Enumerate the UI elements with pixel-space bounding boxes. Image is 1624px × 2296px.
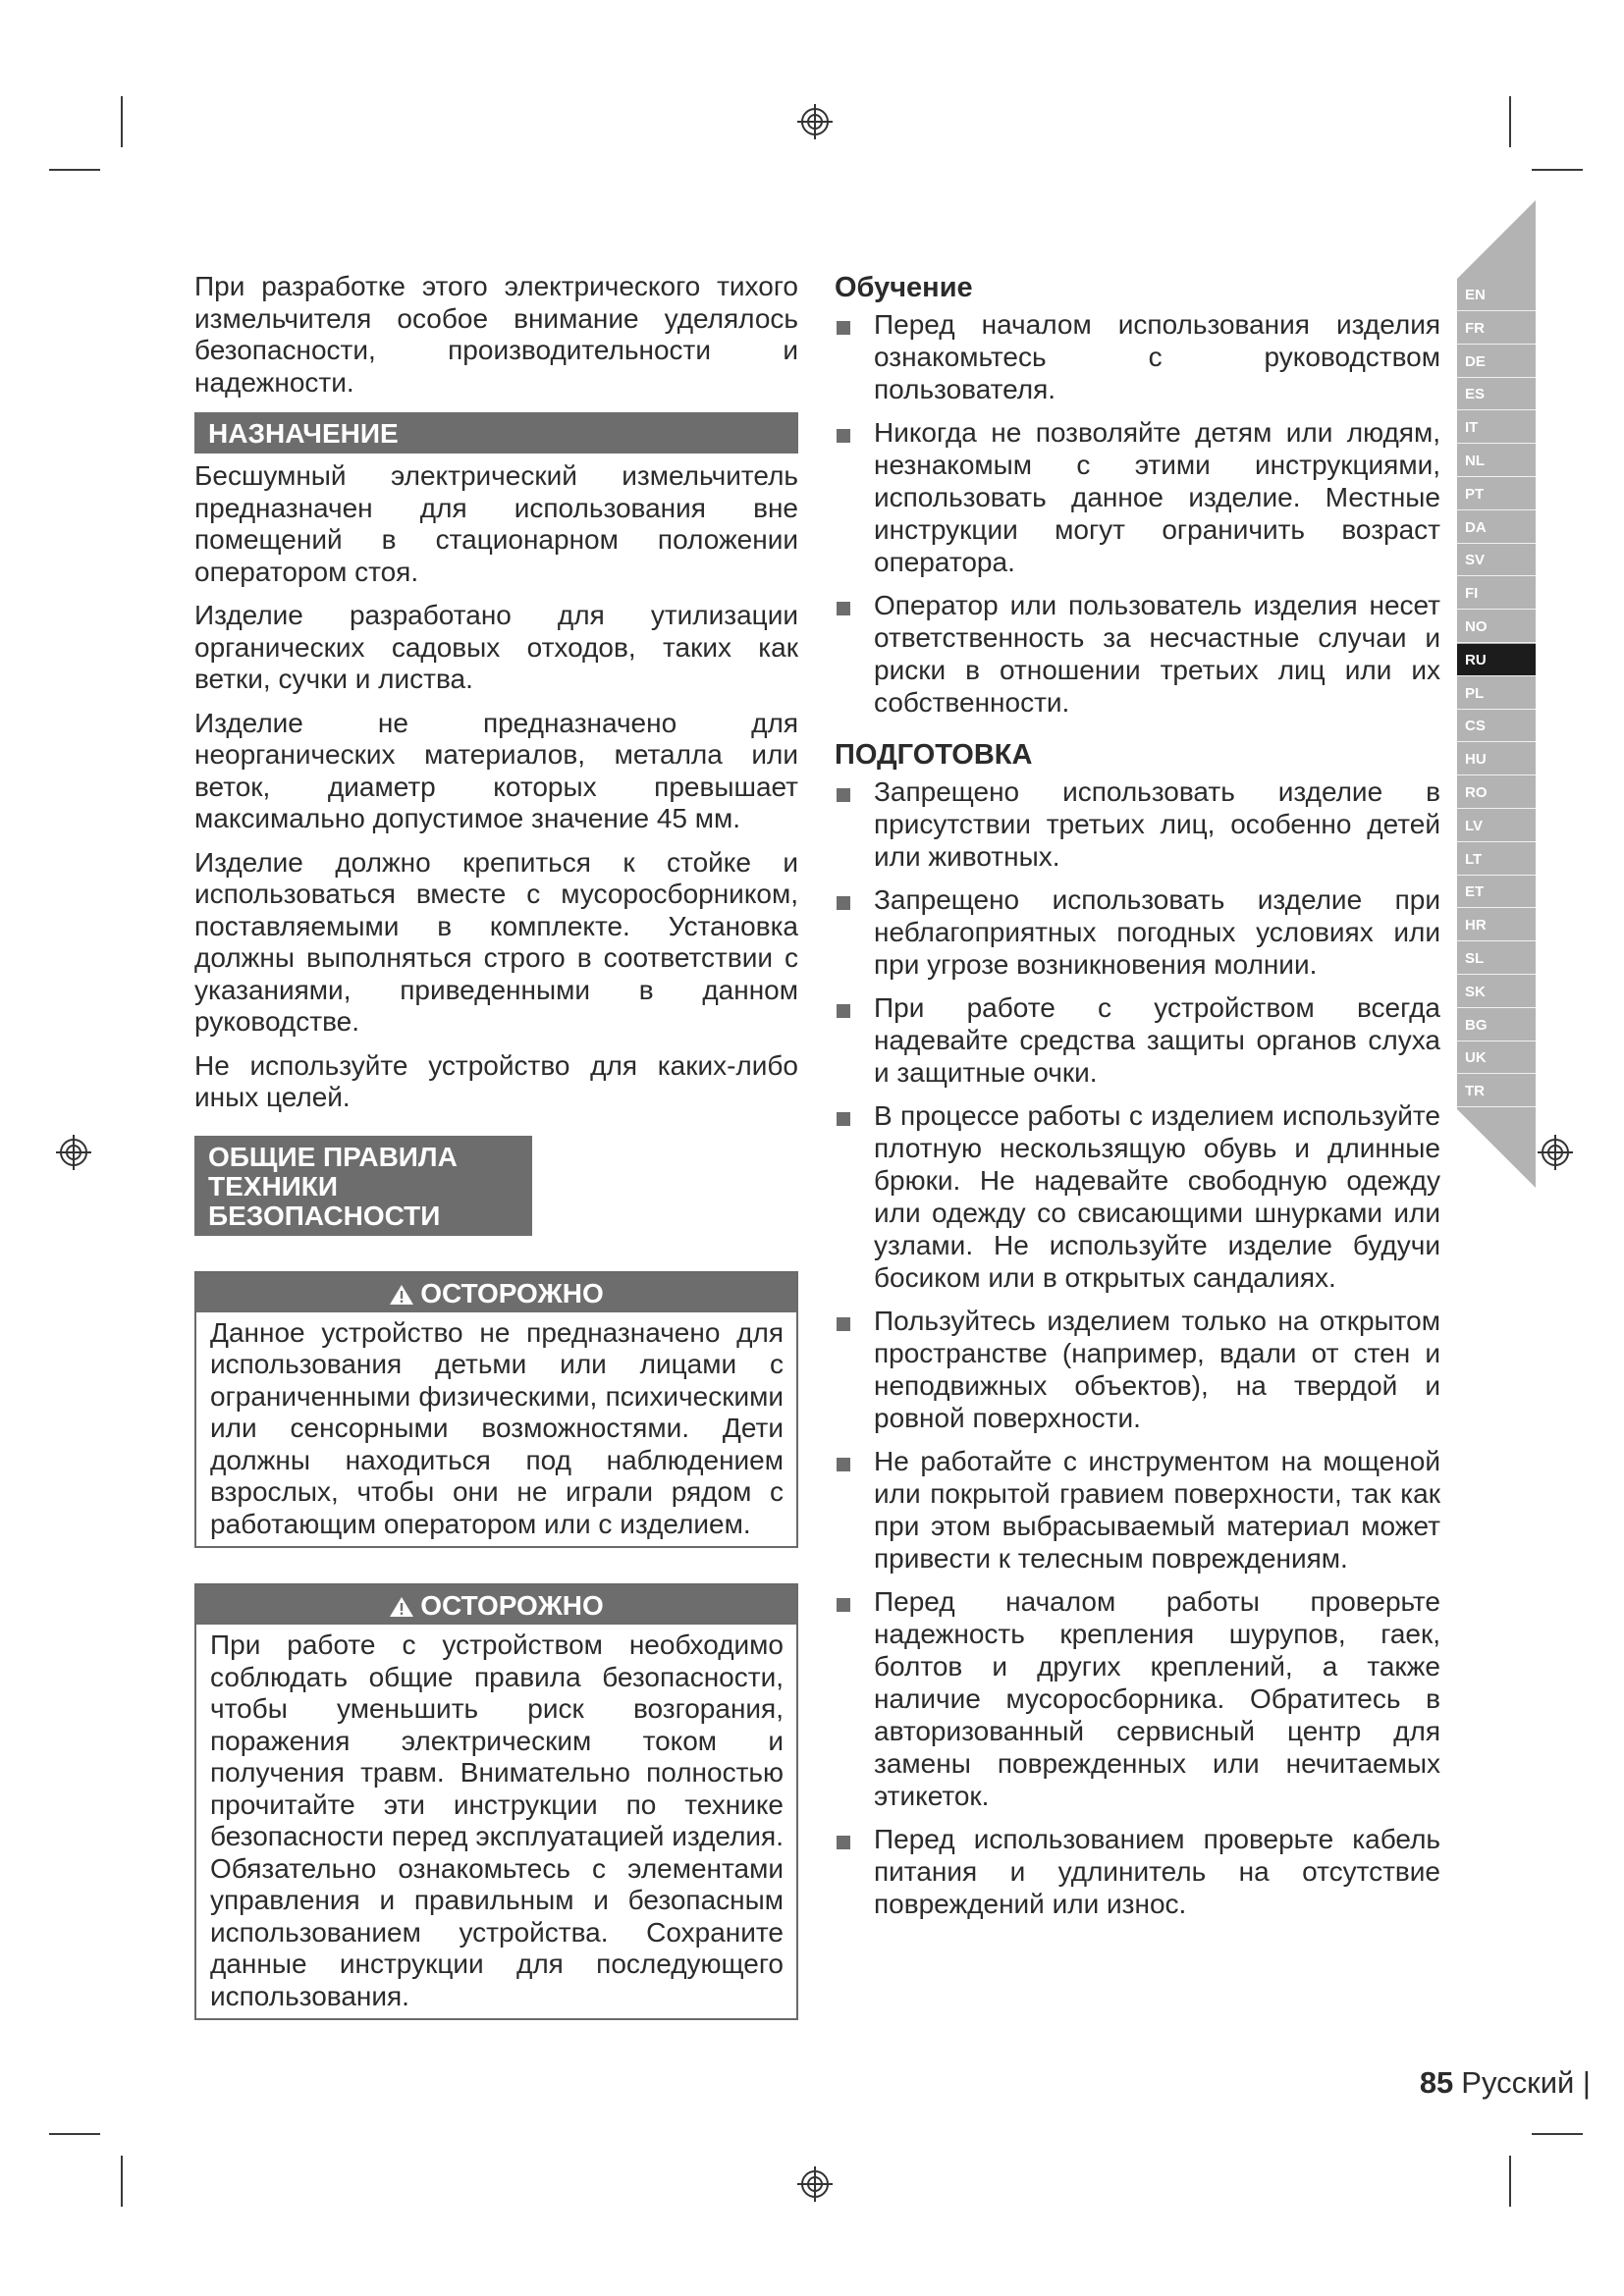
tab-nl: NL (1457, 445, 1536, 477)
tab-hr: HR (1457, 909, 1536, 941)
tab-pt: PT (1457, 478, 1536, 510)
crop-mark (49, 169, 100, 171)
tab-ru: RU (1457, 644, 1536, 676)
bullet-square-icon (837, 896, 850, 910)
registration-mark-icon (1536, 1133, 1575, 1172)
warning-header (196, 1273, 796, 1312)
bullet-square-icon (837, 602, 850, 615)
tab-sl: SL (1457, 942, 1536, 975)
registration-mark-icon (54, 1133, 93, 1172)
purpose-heading: НАЗНАЧЕНИЕ (194, 412, 798, 454)
warning-text: Данное устройство не предназначено для использования детьми или лицами с ограниченными физическими, психическими или сенсорными возможностями. Дети должны находиться под наблюдением взрослых, чтобы они не играли рядом с работающим оператором или с изделием. (210, 1316, 784, 1539)
crop-mark (1509, 2156, 1511, 2207)
left-column (194, 271, 798, 2020)
crop-mark (1532, 2133, 1583, 2135)
list-item: В процессе работы с изделием используйте плотную нескользящую обувь и длинные брюки. Не надевайте свободную одежду или одежду со свисающими шнурками или узлами. Не используйте изделие будучи босиком или в открытых сандалиях. (835, 1099, 1440, 1294)
warning-box (194, 1583, 798, 2020)
tab-hu: HU (1457, 743, 1536, 775)
warning-text: При работе с устройством необходимо соблюдать общие правила безопасности, чтобы уменьшить риск возгорания, поражения электрическим током и получения травм. Внимательно полностью прочитайте эти инструкции по технике безопасности перед эксплуатацией изделия. Обязательно ознакомьтесь с элементами управления и правильным и безопасным использованием устройства. Сохраните данные инструкции для последующего использования. (210, 1629, 784, 2011)
bullet-square-icon (837, 1317, 850, 1331)
right-column (835, 271, 1440, 1931)
footer-language: Русский | (1461, 2065, 1591, 2100)
bullet-square-icon (837, 1598, 850, 1612)
list-item: Перед началом работы проверьте надежность крепления шурупов, гаек, болтов и других креплений, а также наличие мусоросборника. Обратитесь в авторизованный сервисный центр для замены поврежденных или нечитаемых этикеток. (835, 1585, 1440, 1812)
tab-bg: BG (1457, 1009, 1536, 1041)
warning-box (194, 1271, 798, 1549)
list-item: Запрещено использовать изделие при неблагоприятных погодных условиях или при угрозе возникновения молнии. (835, 883, 1440, 981)
list-item: Не работайте с инструментом на мощеной или покрытой гравием поверхности, так как при этом выбрасываемый материал может привести к телесным повреждениям. (835, 1445, 1440, 1575)
tab-ro: RO (1457, 776, 1536, 809)
tab-lv: LV (1457, 810, 1536, 842)
training-heading: Обучение (835, 272, 973, 303)
tab-en: EN (1457, 279, 1536, 311)
tab-pl: PL (1457, 677, 1536, 710)
tab-fi: FI (1457, 577, 1536, 610)
tab-da: DA (1457, 511, 1536, 544)
tab-cs: CS (1457, 710, 1536, 742)
purpose-paragraph: Изделие должно крепиться к стойке и использоваться вместе с мусоросборником, поставляемыми в комплекте. Установка должны выполняться строго в соответствии с указаниями, приведенными в данном руководстве. (194, 846, 798, 1037)
bullet-square-icon (837, 1004, 850, 1018)
tab-uk: UK (1457, 1041, 1536, 1074)
tab-sv: SV (1457, 544, 1536, 576)
crop-mark (121, 96, 123, 147)
list-item: Оператор или пользователь изделия несет ответственность за несчастные случаи и риски в отношении третьих лиц или их собственности. (835, 589, 1440, 719)
tab-es: ES (1457, 378, 1536, 410)
tab-no: NO (1457, 611, 1536, 643)
purpose-paragraph: Не используйте устройство для каких-либо иных целей. (194, 1049, 798, 1112)
page-footer (1276, 2065, 1591, 2101)
warning-triangle-icon (389, 1284, 414, 1306)
bullet-square-icon (837, 429, 850, 443)
intro-paragraph: При разработке этого электрического тихого измельчителя особое внимание уделялось безопасности, производительности и надежности. (194, 271, 798, 398)
bullet-square-icon (837, 1836, 850, 1849)
crop-mark (121, 2156, 123, 2207)
bullet-square-icon (837, 1112, 850, 1126)
registration-mark-icon (795, 2164, 835, 2204)
tab-fr: FR (1457, 312, 1536, 345)
purpose-paragraph: Изделие не предназначено для неорганических материалов, металла или веток, диаметр которых превышает максимально допустимое значение 45 мм. (194, 707, 798, 833)
training-list (835, 308, 1440, 719)
crop-mark (1509, 96, 1511, 147)
safety-heading: ОБЩИЕ ПРАВИЛА ТЕХНИКИ БЕЗОПАСНОСТИ (194, 1136, 532, 1236)
list-item: Перед использованием проверьте кабель питания и удлинитель на отсутствие повреждений или износ. (835, 1823, 1440, 1920)
language-tab-strip (1457, 196, 1536, 1188)
list-item: Перед началом использования изделия ознакомьтесь с руководством пользователя. (835, 308, 1440, 405)
purpose-paragraph: Бесшумный электрический измельчитель предназначен для использования вне помещений в стационарном положении оператором стоя. (194, 460, 798, 587)
list-item: Никогда не позволяйте детям или людям, незнакомым с этими инструкциями, использовать данное изделие. Местные инструкции могут ограничить возраст оператора. (835, 416, 1440, 578)
tab-sk: SK (1457, 976, 1536, 1008)
bullet-square-icon (837, 788, 850, 802)
tab-de: DE (1457, 346, 1536, 378)
list-item: Запрещено использовать изделие в присутствии третьих лиц, особенно детей или животных. (835, 775, 1440, 873)
warning-title: ОСТОРОЖНО (420, 1590, 604, 1621)
registration-mark-icon (795, 102, 835, 141)
purpose-paragraph: Изделие разработано для утилизации органических садовых отходов, таких как ветки, сучки и листва. (194, 600, 798, 694)
bullet-square-icon (837, 1458, 850, 1471)
list-item: Пользуйтесь изделием только на открытом пространстве (например, вдали от стен и неподвижных объектов), на твердой и ровной поверхности. (835, 1305, 1440, 1434)
bullet-square-icon (837, 321, 850, 335)
warning-header (196, 1585, 796, 1625)
crop-mark (49, 2133, 100, 2135)
tab-et: ET (1457, 876, 1536, 908)
warning-triangle-icon (389, 1596, 414, 1618)
preparation-list (835, 775, 1440, 1920)
page-number: 85 (1419, 2065, 1454, 2100)
tab-tr: TR (1457, 1075, 1536, 1107)
warning-title: ОСТОРОЖНО (420, 1277, 604, 1308)
crop-mark (1532, 169, 1583, 171)
tab-lt: LT (1457, 843, 1536, 876)
list-item: При работе с устройством всегда надевайте средства защиты органов слуха и защитные очки. (835, 991, 1440, 1089)
preparation-heading: ПОДГОТОВКА (835, 739, 1033, 771)
tab-it: IT (1457, 411, 1536, 444)
